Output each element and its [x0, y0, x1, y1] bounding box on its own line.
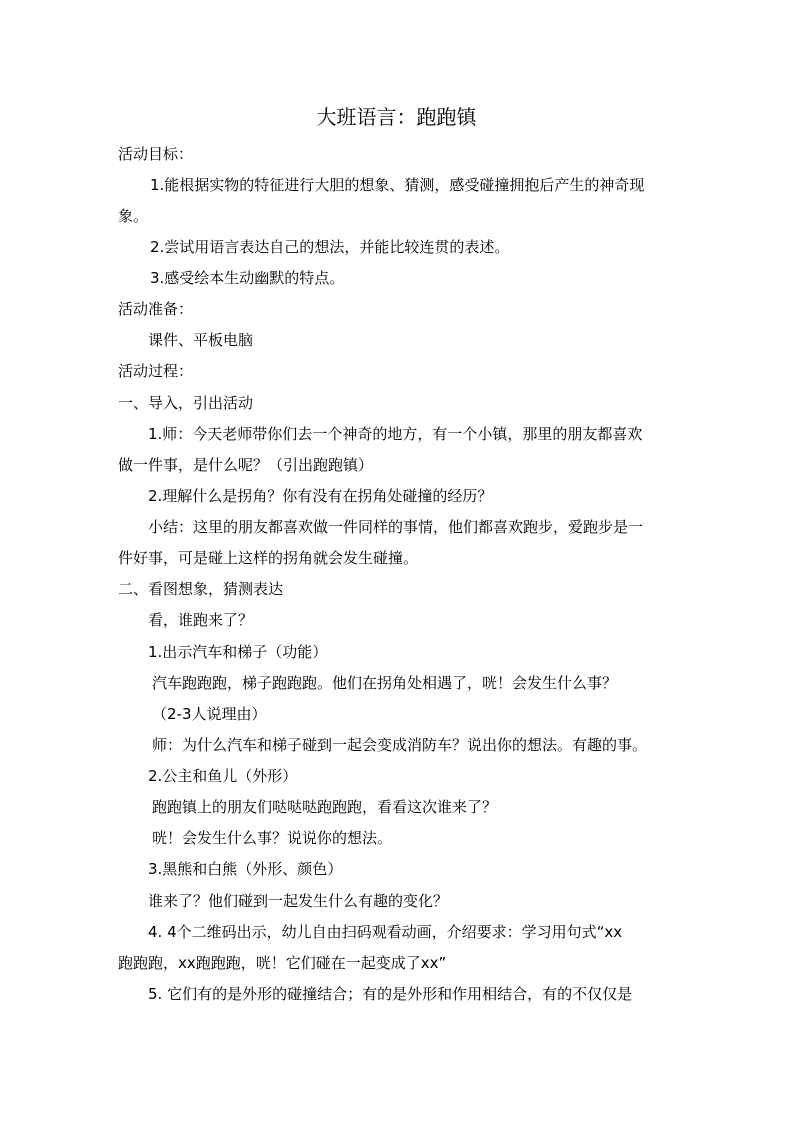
section-heading: 二、看图想象，猜测表达: [118, 580, 284, 598]
text-line: 2.公主和鱼儿（外形）: [148, 767, 298, 785]
text-line: 师：为什么汽车和梯子碰到一起会变成消防车？说出你的想法。有趣的事。: [152, 736, 648, 754]
text-line: 1.师：今天老师带你们去一个神奇的地方，有一个小镇，那里的朋友都喜欢: [148, 425, 643, 443]
text-line: 咣！会发生什么事？说说你的想法。: [152, 829, 393, 847]
text-line: 3.感受绘本生动幽默的特点。: [150, 269, 345, 287]
text-line: （2-3人说理由）: [152, 705, 267, 723]
text-line: 3.黑熊和白熊（外形、颜色）: [148, 860, 343, 878]
text-line: 活动准备：: [118, 300, 194, 318]
text-line: 2.尝试用语言表达自己的想法，并能比较连贯的表述。: [150, 238, 510, 256]
text-line: 2.理解什么是拐角？你有没有在拐角处碰撞的经历？: [148, 487, 493, 505]
text-line: 谁来了？他们碰到一起发生什么有趣的变化？: [148, 892, 449, 910]
text-line: 1.能根据实物的特征进行大胆的想象、猜测，感受碰撞拥抱后产生的神奇现: [150, 176, 645, 194]
text-line: 汽车跑跑跑，梯子跑跑跑。他们在拐角处相遇了，咣！会发生什么事？: [152, 674, 618, 692]
section-heading: 一、导入，引出活动: [118, 394, 254, 412]
document-title: 大班语言：跑跑镇: [316, 105, 477, 129]
text-line: 看，谁跑来了？: [148, 611, 254, 629]
text-line: 活动目标：: [118, 145, 194, 163]
text-line: 活动过程：: [118, 362, 194, 380]
text-line: 象。: [118, 207, 149, 225]
text-line: 小结：这里的朋友都喜欢做一件同样的事情，他们都喜欢跑步，爱跑步是一: [148, 518, 644, 536]
text-line: 4. 4个二维码出示，幼儿自由扫码观看动画，介绍要求：学习用句式“xx: [148, 923, 623, 941]
text-line: 件好事，可是碰上这样的拐角就会发生碰撞。: [118, 549, 419, 567]
text-line: 跑跑跑，xx跑跑跑，咣！它们碰在一起变成了xx”: [118, 954, 447, 972]
text-line: 做一件事，是什么呢？（引出跑跑镇）: [118, 456, 374, 474]
text-line: 跑跑镇上的朋友们哒哒哒跑跑跑，看看这次谁来了？: [152, 798, 498, 816]
text-line: 1.出示汽车和梯子（功能）: [148, 643, 328, 661]
text-line: 课件、平板电脑: [148, 331, 254, 349]
text-line: 5. 它们有的是外形的碰撞结合；有的是外形和作用相结合，有的不仅仅是: [148, 985, 633, 1003]
